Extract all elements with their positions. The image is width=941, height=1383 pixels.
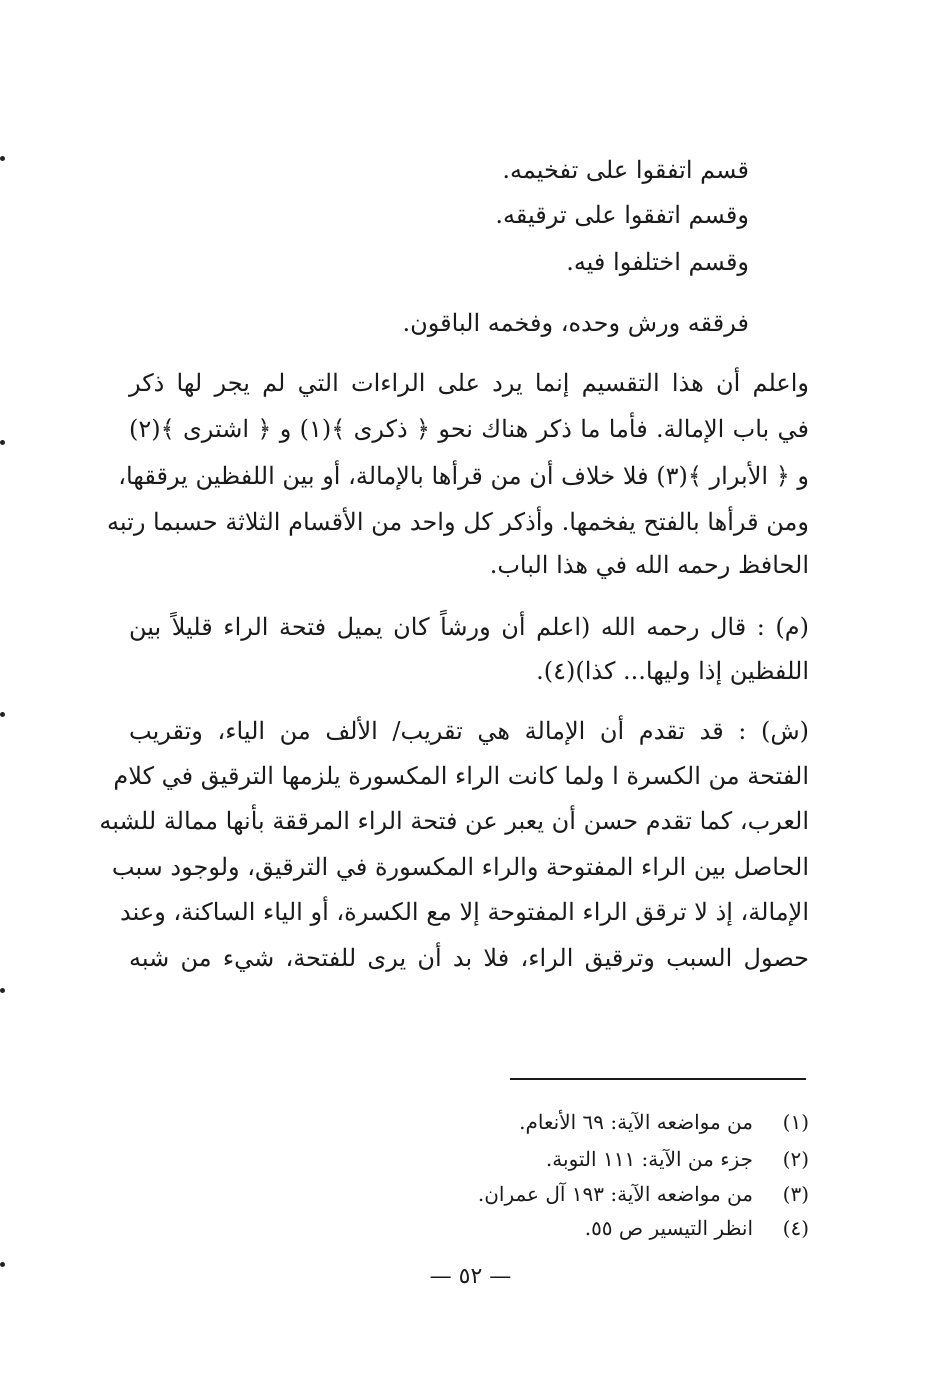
footnote-number: (٤) (782, 1216, 809, 1240)
text-line: واعلم أن هذا التقسيم إنما يرد على الراءات التي لم يجر لها ذكر (129, 369, 809, 397)
text-line: قسم اتفقوا على تفخيمه. (502, 156, 749, 184)
text-line: وقسم اختلفوا فيه. (566, 248, 749, 276)
scan-mark (0, 988, 5, 993)
text-line: (ش) : قد تقدم أن الإمالة هي تقريب/ الألف من الياء، وتقريب (129, 717, 809, 745)
text-line: اللفظين إذا وليها... كذا)(٤). (536, 657, 809, 685)
scan-mark (0, 440, 5, 445)
text-line: و ﴿ الأبرار ﴾(٣) فلا خلاف أن من قرأها بالإمالة، أو بين اللفظين يرققها، (118, 462, 809, 490)
footnote-text: من مواضعه الآية: ١٩٣ آل عمران. (477, 1182, 753, 1206)
text-line: في باب الإمالة. فأما ما ذكر هناك نحو ﴿ ذكرى ﴾(١) و ﴿ اشترى ﴾(٢) (129, 415, 809, 443)
text-line: الحافظ رحمه الله في هذا الباب. (489, 551, 809, 579)
text-line: (م) : قال رحمه الله (اعلم أن ورشاً كان يميل فتحة الراء قليلاً بين (129, 613, 810, 641)
text-line: حصول السبب وترقيق الراء، فلا بد أن يرى للفتحة، شيء من شبه (129, 944, 809, 972)
text-line: الإمالة، إذ لا ترقق الراء المفتوحة إلا مع الكسرة، أو الياء الساكنة، وعند (120, 898, 809, 926)
text-line: ومن قرأها بالفتح يفخمها. وأذكر كل واحد من الأقسام الثلاثة حسبما رتبه (107, 508, 809, 536)
footnote-number: (١) (782, 1110, 809, 1134)
footnote-number: (٢) (782, 1147, 809, 1171)
footnote-text: من مواضعه الآية: ٦٩ الأنعام. (519, 1110, 753, 1134)
footnote-separator (510, 1078, 806, 1080)
text-line: العرب، كما تقدم حسن أن يعبر عن فتحة الراء المرققة بأنها ممالة للشبه (99, 807, 809, 835)
text-line: فرققه ورش وحده، وفخمه الباقون. (402, 309, 749, 337)
scan-mark (0, 156, 5, 161)
footnote-number: (٣) (782, 1182, 809, 1206)
scan-mark (0, 712, 5, 717)
footnote-text: جزء من الآية: ١١١ التوبة. (545, 1147, 753, 1171)
text-line: الحاصل بين الراء المفتوحة والراء المكسورة في الترقيق، ولوجود سبب (111, 853, 809, 881)
footnote-text: انظر التيسير ص ٥٥. (584, 1216, 753, 1240)
text-line: الفتحة من الكسرة ا ولما كانت الراء المكسورة يلزمها الترقيق في كلام (113, 762, 809, 790)
text-line: وقسم اتفقوا على ترقيقه. (495, 201, 749, 229)
page-number: — ٥٢ — (429, 1264, 512, 1289)
